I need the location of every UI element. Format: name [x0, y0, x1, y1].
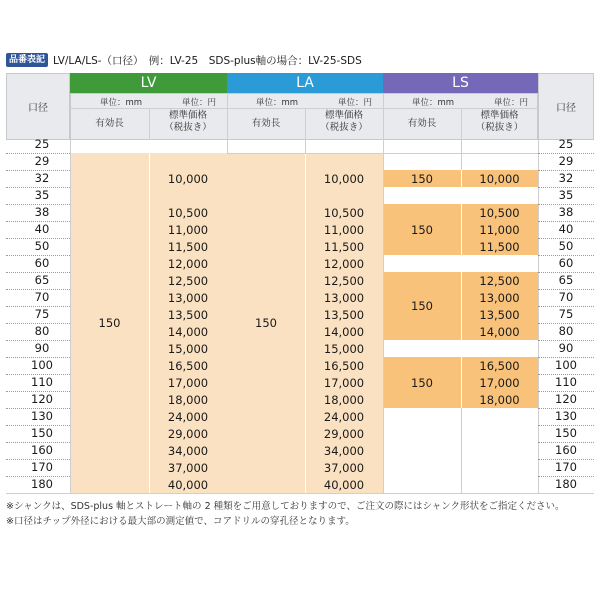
diameter-left: 29: [34, 154, 50, 168]
lv-price-header: [149, 110, 227, 134]
lv-length-header: 有効長: [95, 118, 124, 129]
lv-price-cell: 17,000: [149, 374, 227, 391]
lv-price-cell: 24,000: [149, 408, 227, 425]
col-separator: [461, 140, 462, 170]
diameter-left: 170: [31, 460, 53, 474]
col-separator: [305, 140, 306, 153]
col-separator: [305, 153, 306, 493]
title-bar: [6, 53, 362, 67]
group-header-lv: LV: [70, 73, 227, 93]
la-price-header: [305, 110, 383, 134]
row-separator: [6, 255, 70, 256]
diameter-right: 25: [558, 137, 574, 151]
la-price-cell: 12,000: [305, 255, 383, 272]
row-separator: [538, 204, 594, 205]
diameter-left: 110: [31, 375, 53, 389]
la-price-cell: 13,500: [305, 306, 383, 323]
row-separator: [6, 459, 70, 460]
row-separator: [6, 272, 70, 273]
lv-price-cell: 10,000: [149, 153, 227, 204]
col-separator: [227, 140, 228, 153]
diameter-left: 70: [34, 290, 50, 304]
col-separator: [461, 408, 462, 493]
la-price-header-line2: （税抜き）: [320, 122, 368, 133]
ls-length-cell: 150: [383, 204, 461, 255]
la-price-cell: 15,000: [305, 340, 383, 357]
row-separator: [6, 187, 70, 188]
row-separator: [6, 357, 70, 358]
lv-price-cell: 14,000: [149, 323, 227, 340]
row-separator: [538, 374, 594, 375]
diameter-right: 65: [558, 273, 574, 287]
row-separator: [6, 408, 70, 409]
la-price-cell: 16,500: [305, 357, 383, 374]
note-shank: ※シャンクは、SDS-plus 軸とストレート軸の 2 種類をご用意しておりますので、ご注文の際にはシャンク形状をご指定ください。: [6, 501, 565, 512]
row-separator: [538, 306, 594, 307]
la-price-cell: 40,000: [305, 476, 383, 493]
lv-price-cell: 13,000: [149, 289, 227, 306]
diameter-left: 65: [34, 273, 50, 287]
row-separator: [538, 187, 594, 188]
la-price-cell: 10,000: [305, 153, 383, 204]
col-separator: [461, 170, 462, 408]
diameter-left: 35: [34, 188, 50, 202]
row-separator: [6, 204, 70, 205]
diameter-right: 170: [555, 460, 577, 474]
lv-price-cell: 16,500: [149, 357, 227, 374]
ls-price-cell: 11,500: [461, 238, 538, 255]
ls-price-cell: 18,000: [461, 391, 538, 408]
row-separator: [6, 289, 70, 290]
diameter-left: 50: [34, 239, 50, 253]
row-separator: [6, 306, 70, 307]
diameter-left: 130: [31, 409, 53, 423]
diameter-right: 90: [558, 341, 574, 355]
lv-price-cell: 13,500: [149, 306, 227, 323]
ls-length-cell: 150: [383, 357, 461, 408]
diameter-left: 90: [34, 341, 50, 355]
ls-price-cell: 17,000: [461, 374, 538, 391]
ls-price-cell: 13,000: [461, 289, 538, 306]
row-separator: [6, 323, 70, 324]
row-separator: [538, 323, 594, 324]
diameter-right: 29: [558, 154, 574, 168]
diameter-left: 60: [34, 256, 50, 270]
lv-price-cell: 34,000: [149, 442, 227, 459]
row-separator: [6, 238, 70, 239]
subheader-divider: [70, 108, 538, 109]
diameter-right: 60: [558, 256, 574, 270]
group-header-la: LA: [227, 73, 383, 93]
row-separator: [538, 476, 594, 477]
row-separator: [538, 170, 594, 171]
diameter-right: 110: [555, 375, 577, 389]
lv-price-cell: 10,500: [149, 204, 227, 221]
diameter-right: 70: [558, 290, 574, 304]
ls-price-cell: 13,500: [461, 306, 538, 323]
row-separator: [6, 476, 70, 477]
la-price-header-line1: 標準価格: [324, 110, 363, 121]
col-separator: [538, 140, 539, 493]
la-price-cell: 10,500: [305, 204, 383, 221]
la-price-cell: 14,000: [305, 323, 383, 340]
la-price-cell: 37,000: [305, 459, 383, 476]
row-separator: [538, 425, 594, 426]
note-diameter: ※口径はチップ外径における最大部の測定値で、コアドリルの穿孔径となります。: [6, 516, 355, 527]
lv-price-cell: 11,000: [149, 221, 227, 238]
row-separator: [538, 357, 594, 358]
row-line: [227, 153, 538, 154]
lv-unit-mm: 単位：mm: [100, 98, 143, 108]
col-separator: [149, 153, 150, 493]
diameter-right: 130: [555, 409, 577, 423]
table-bottom-border: [6, 493, 594, 494]
la-price-cell: 29,000: [305, 425, 383, 442]
row-separator: [6, 391, 70, 392]
diameter-left: 32: [34, 171, 50, 185]
diameter-right: 160: [555, 443, 577, 457]
diameter-left: 80: [34, 324, 50, 338]
ls-price-header: [461, 110, 538, 134]
lv-unit-yen: 単位：円: [182, 98, 217, 108]
row-separator: [6, 170, 70, 171]
row-separator: [538, 238, 594, 239]
lv-price-header-line2: （税抜き）: [164, 122, 212, 133]
lv-price-header-line1: 標準価格: [168, 110, 207, 121]
row-separator: [538, 408, 594, 409]
ls-price-cell: 14,000: [461, 323, 538, 340]
ls-price-cell: 12,500: [461, 272, 538, 289]
lv-price-cell: 18,000: [149, 391, 227, 408]
diameter-right: 80: [558, 324, 574, 338]
diameter-left: 150: [31, 426, 53, 440]
ls-price-cell: 10,000: [461, 170, 538, 187]
row-separator: [6, 374, 70, 375]
diameter-left: 100: [31, 358, 53, 372]
ls-price-cell: 10,500: [461, 204, 538, 221]
group-header-ls: LS: [383, 73, 538, 93]
lv-price-cell: 15,000: [149, 340, 227, 357]
ls-length-cell: 150: [383, 170, 461, 187]
diameter-left: 160: [31, 443, 53, 457]
la-price-cell: 24,000: [305, 408, 383, 425]
subheader-vline-2: [227, 93, 228, 140]
ls-unit-yen: 単位：円: [494, 98, 529, 108]
diameter-right: 40: [558, 222, 574, 236]
diameter-left: 40: [34, 222, 50, 236]
diameter-left: 120: [31, 392, 53, 406]
lv-price-cell: 12,500: [149, 272, 227, 289]
ls-length-cell: 150: [383, 272, 461, 340]
la-length-header: 有効長: [251, 118, 281, 129]
lv-price-cell: 12,000: [149, 255, 227, 272]
diameter-header-left: 口径: [6, 73, 70, 140]
la-price-cell: 17,000: [305, 374, 383, 391]
diameter-right: 75: [558, 307, 574, 321]
row-separator: [538, 391, 594, 392]
part-number-badge: 品番表記: [6, 53, 48, 67]
la-price-cell: 11,500: [305, 238, 383, 255]
col-separator: [70, 140, 71, 493]
ls-price-header-line2: （税抜き）: [475, 122, 524, 133]
diameter-left: 25: [34, 137, 50, 151]
col-separator: [383, 140, 384, 493]
row-separator: [538, 442, 594, 443]
row-separator: [538, 272, 594, 273]
diameter-right: 38: [558, 205, 574, 219]
lv-price-cell: 37,000: [149, 459, 227, 476]
row-separator: [538, 255, 594, 256]
la-price-cell: 11,000: [305, 221, 383, 238]
lv-price-cell: 11,500: [149, 238, 227, 255]
diameter-right: 50: [558, 239, 574, 253]
la-unit-yen: 単位：円: [338, 98, 373, 108]
diameter-left: 180: [31, 477, 53, 491]
diameter-right: 35: [558, 188, 574, 202]
lv-price-cell: 29,000: [149, 425, 227, 442]
row-separator: [6, 153, 70, 154]
ls-unit-mm: 単位：mm: [412, 98, 455, 108]
la-length-cell: 150: [227, 153, 305, 493]
la-unit-mm: 単位：mm: [256, 98, 299, 108]
diameter-right: 150: [555, 426, 577, 440]
row-separator: [538, 459, 594, 460]
diameter-header-right: 口径: [538, 73, 594, 140]
diameter-right: 120: [555, 392, 577, 406]
la-price-cell: 13,000: [305, 289, 383, 306]
row-separator: [538, 289, 594, 290]
row-separator: [6, 221, 70, 222]
diameter-right: 180: [555, 477, 577, 491]
row-separator: [6, 425, 70, 426]
diameter-left: 75: [34, 307, 50, 321]
lv-length-cell: 150: [70, 153, 149, 493]
la-price-cell: 34,000: [305, 442, 383, 459]
diameter-right: 32: [558, 171, 574, 185]
row-separator: [6, 442, 70, 443]
diameter-left: 38: [34, 205, 50, 219]
ls-price-header-line1: 標準価格: [480, 110, 519, 121]
part-number-format: LV/LA/LS-（口径） 例：LV-25 SDS-plus軸の場合：LV-25-SDS: [53, 54, 362, 67]
la-price-cell: 18,000: [305, 391, 383, 408]
subheader-vline-4: [383, 93, 384, 140]
la-price-cell: 12,500: [305, 272, 383, 289]
ls-price-cell: 11,000: [461, 221, 538, 238]
ls-length-header: 有効長: [407, 118, 437, 129]
row-separator: [538, 153, 594, 154]
lv-price-cell: 40,000: [149, 476, 227, 493]
row-separator: [6, 340, 70, 341]
row-separator: [538, 340, 594, 341]
diameter-right: 100: [555, 358, 577, 372]
row-separator: [538, 221, 594, 222]
ls-price-cell: 16,500: [461, 357, 538, 374]
